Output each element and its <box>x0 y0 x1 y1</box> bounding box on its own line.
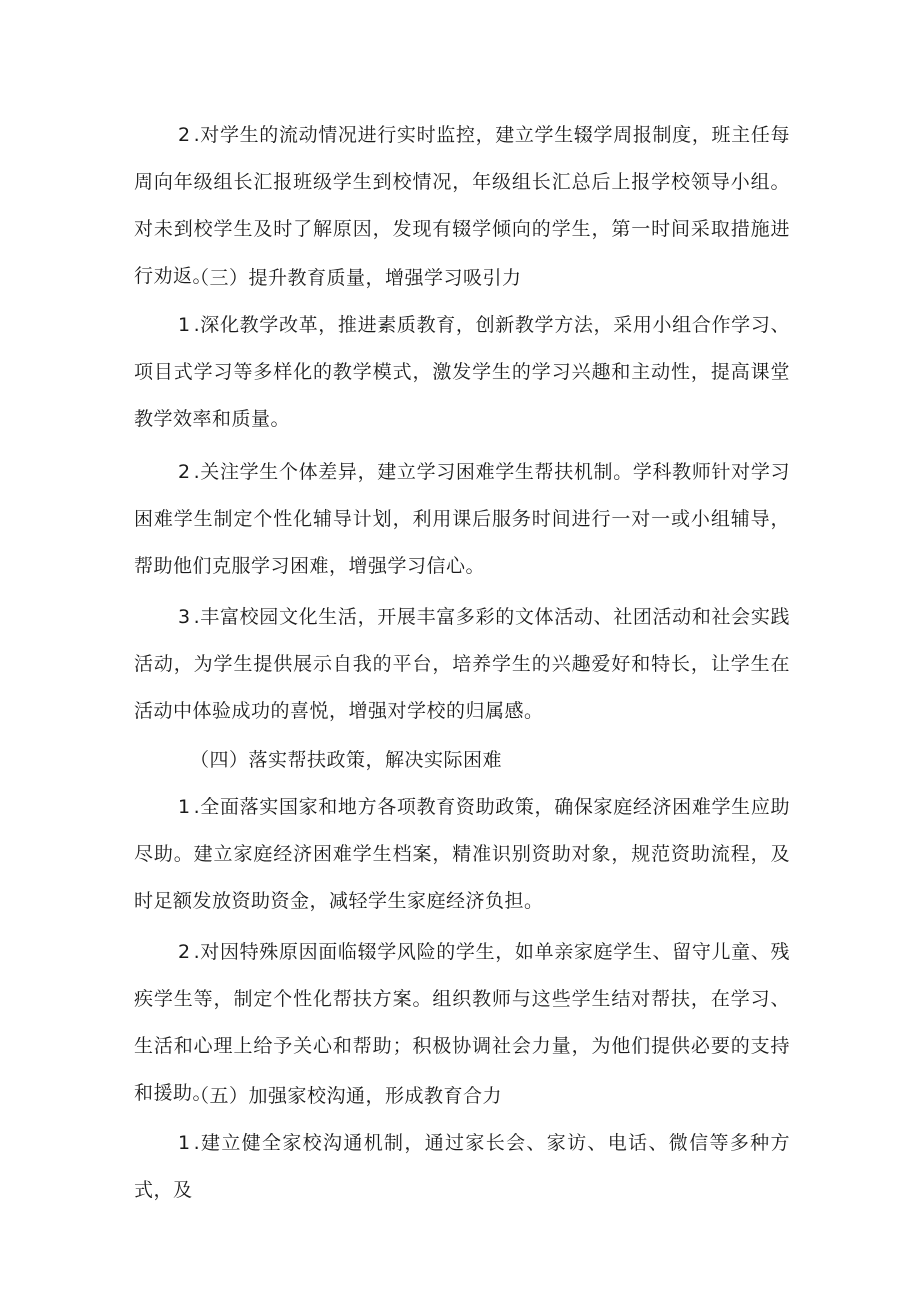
item-number: 1 <box>178 314 191 336</box>
paragraph-text: .丰富校园文化生活，开展丰富多彩的文体活动、社团活动和社会实践活动，为学生提供展示自我的平台，培养学生的兴趣爱好和特长，让学生在活动中体验成功的喜悦，增强对学校的归属感。 <box>134 606 790 722</box>
paragraph-item-1-financial-aid <box>134 784 790 925</box>
paragraph-item-1-home-school-communication <box>134 1120 790 1214</box>
paragraph-text: .建立健全家校沟通机制，通过家长会、家访、电话、微信等多种方式，及 <box>134 1132 790 1201</box>
paragraph-item-2-individual-differences <box>134 449 790 590</box>
paragraph-item-3-campus-culture <box>134 594 790 735</box>
paragraph-text: .深化教学改革，推进素质教育，创新教学方法，采用小组合作学习、项目式学习等多样化的教学模式，激发学生的学习兴趣和主动性，提高课堂教学效率和质量。 <box>134 314 790 430</box>
item-number: 3 <box>178 606 191 628</box>
item-number: 1 <box>178 796 191 818</box>
section-heading-3: （三）提升教育质量，增强学习吸引力 <box>190 267 522 289</box>
item-number: 2 <box>178 941 191 963</box>
item-number: 2 <box>178 461 191 483</box>
paragraph-text: .全面落实国家和地方各项教育资助政策，确保家庭经济困难学生应助尽助。建立家庭经济困难学生档案，精准识别资助对象，规范资助流程，及时足额发放资助资金，减轻学生家庭经济负担。 <box>134 796 790 912</box>
section-heading-4: （四）落实帮扶政策，解决实际困难 <box>190 749 503 771</box>
paragraph-text: .对学生的流动情况进行实时监控，建立学生辍学周报制度，班主任每周向年级组长汇报班级学生到校情况，年级组长汇总后上报学校领导小组。对未到校学生及时了解原因，发现有辍学倾向的学生，第一时间采取措施进行劝返。 <box>134 124 790 287</box>
paragraph-text: .对因特殊原因面临辍学风险的学生，如单亲家庭学生、留守儿童、残疾学生等，制定个性化帮扶方案。组织教师与这些学生结对帮扶，在学习、生活和心理上给予关心和帮助；积极协调社会力量，为他们提供必要的支持和援助。 <box>134 941 790 1104</box>
item-number: 2 <box>178 124 191 146</box>
paragraph-item-1-teaching-reform <box>134 302 790 443</box>
item-number: 1 <box>178 1132 191 1154</box>
section-heading-5: （五）加强家校沟通，形成教育合力 <box>190 1085 503 1107</box>
paragraph-text: .关注学生个体差异，建立学习困难学生帮扶机制。学科教师针对学习困难学生制定个性化辅导计划，利用课后服务时间进行一对一或小组辅导，帮助他们克服学习困难，增强学习信心。 <box>134 461 790 577</box>
